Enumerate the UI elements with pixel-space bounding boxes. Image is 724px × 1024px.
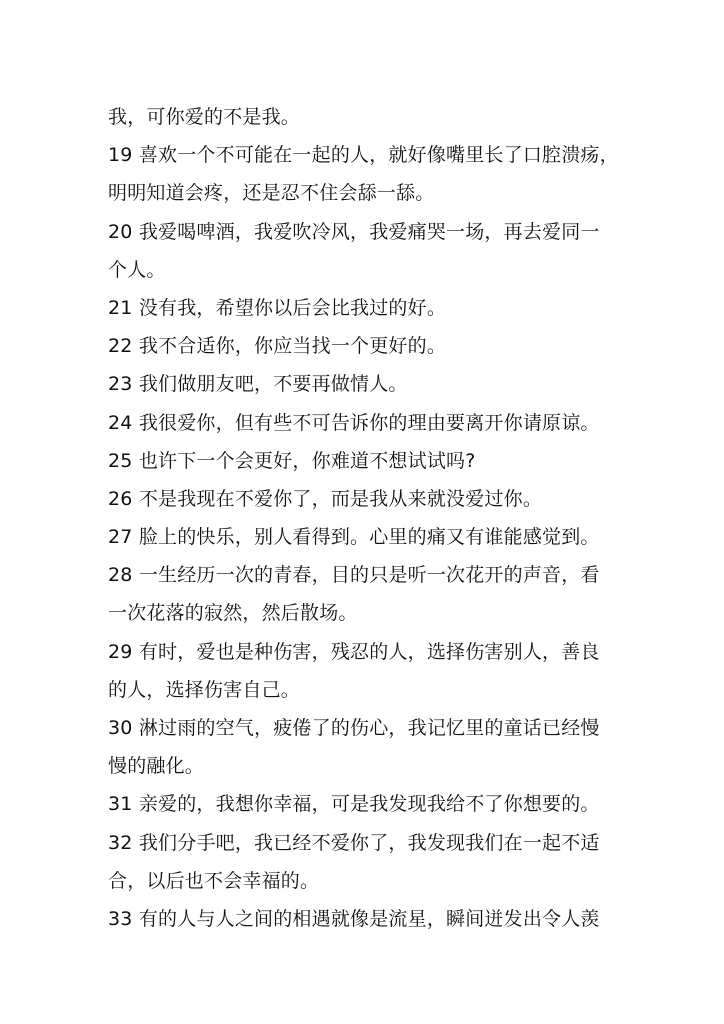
text-line: 20 我爱喝啤酒，我爱吹冷风，我爱痛哭一场，再去爱同一 — [108, 220, 600, 243]
text-line: 30 淋过雨的空气，疲倦了的伤心，我记忆里的童话已经慢 — [108, 717, 600, 739]
text-line: 明明知道会疼，还是忍不住会舔一舔。 — [108, 182, 435, 205]
text-line: 21 没有我，希望你以后会比我过的好。 — [108, 296, 447, 319]
text-line: 31 亲爱的，我想你幸福，可是我发现我给不了你想要的。 — [108, 793, 600, 816]
text-line: 29 有时，爱也是种伤害，残忍的人，选择伤害别人，善良 — [108, 640, 600, 663]
text-line: 22 我不合适你，你应当找一个更好的。 — [108, 335, 447, 358]
text-line: 的人，选择伤害自己。 — [108, 678, 301, 701]
text-line: 一次花落的寂然，然后散场。 — [108, 602, 358, 625]
text-line: 慢的融化。 — [108, 755, 205, 778]
text-line: 25 也许下一个会更好，你难道不想试试吗? — [108, 449, 476, 472]
text-line: 24 我很爱你，但有些不可告诉你的理由要离开你请原谅。 — [108, 411, 600, 434]
text-line: 28 一生经历一次的青春，目的只是听一次花开的声音，看 — [108, 564, 600, 587]
document-body — [108, 98, 628, 938]
text-line: 26 不是我现在不爱你了，而是我从来就没爱过你。 — [108, 487, 543, 510]
text-line: 32 我们分手吧，我已经不爱你了，我发现我们在一起不适 — [108, 831, 600, 854]
text-line: 我，可你爱的不是我。 — [108, 106, 301, 128]
text-line: 23 我们做朋友吧，不要再做情人。 — [108, 373, 408, 396]
text-line: 27 脸上的快乐，别人看得到。心里的痛又有谁能感觉到。 — [108, 526, 600, 549]
text-line: 个人。 — [108, 258, 166, 281]
text-line: 合，以后也不会幸福的。 — [108, 869, 320, 892]
text-line: 19 喜欢一个不可能在一起的人，就好像嘴里长了口腔溃疡， — [108, 144, 619, 167]
text-line: 33 有的人与人之间的相遇就像是流星，瞬间迸发出令人羡 — [108, 907, 600, 930]
